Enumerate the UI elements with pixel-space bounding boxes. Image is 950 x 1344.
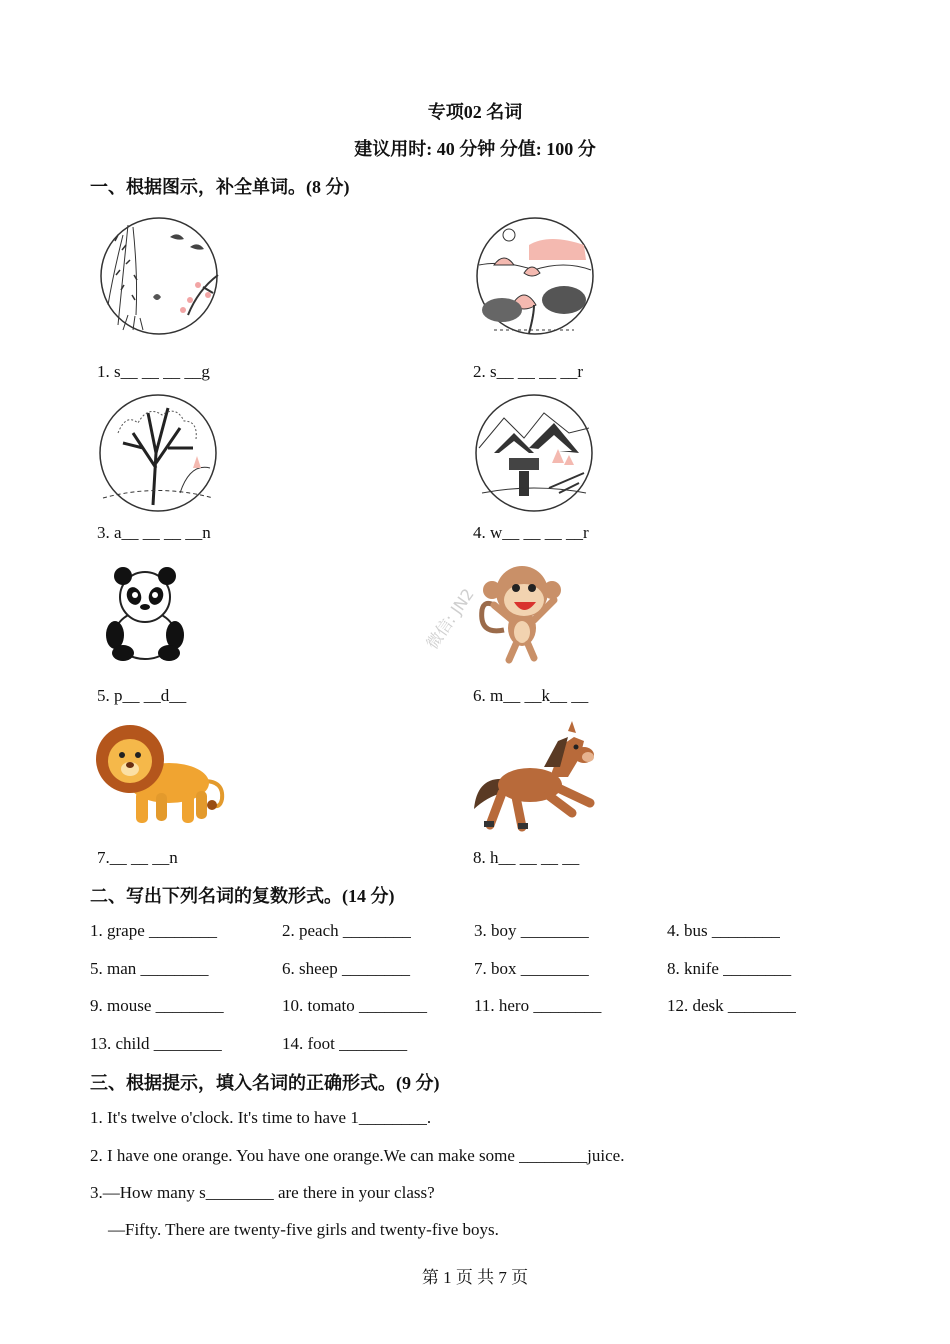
plural-item-6: 6. sheep ________ [282,959,410,978]
item-1-label: 1. s__ __ __ __g [97,362,210,381]
plural-item-14: 14. foot ________ [282,1034,408,1053]
plural-item-4: 4. bus ________ [667,921,780,940]
item-3-label: 3. a__ __ __ __n [97,523,211,542]
watermark: 微信: JN2 [422,584,478,653]
plural-item-5: 5. man ________ [90,959,209,978]
summer-scene-icon [474,215,596,337]
item-8-label: 8. h__ __ __ __ [473,848,580,867]
plural-item-13: 13. child ________ [90,1034,222,1053]
page-subtitle: 建议用时: 40 分钟 分值: 100 分 [354,139,596,159]
plural-item-10: 10. tomato ________ [282,996,427,1015]
horse-icon [472,717,602,833]
item-6-label: 6. m__ __k__ __ [473,686,589,705]
fill-line-4: —Fifty. There are twenty-five girls and twenty-five boys. [108,1220,499,1239]
fill-line-3: 3.—How many s________ are there in your class? [90,1183,435,1202]
monkey-icon [474,560,570,664]
plural-item-1: 1. grape ________ [90,921,218,940]
item-5-label: 5. p__ __d__ [97,686,187,705]
autumn-scene-icon [98,393,218,513]
plural-item-7: 7. box ________ [474,959,589,978]
item-2-label: 2. s__ __ __ __r [473,362,584,381]
page-footer: 第 1 页 共 7 页 [421,1268,529,1287]
plural-item-11: 11. hero ________ [474,996,602,1015]
item-7-label: 7.__ __ __n [97,848,178,867]
panda-icon [103,563,185,661]
item-4-label: 4. w__ __ __ __r [473,523,589,542]
plural-item-9: 9. mouse ________ [90,996,224,1015]
plural-item-3: 3. boy ________ [474,921,589,940]
winter-scene-icon [474,393,594,513]
section-2-heading: 二、写出下列名词的复数形式。(14 分) [90,886,395,906]
plural-item-8: 8. knife ________ [667,959,792,978]
lion-icon [94,721,232,829]
section-1-heading: 一、根据图示，补全单词。(8 分) [90,177,350,197]
plural-item-2: 2. peach ________ [282,921,411,940]
section-3-heading: 三、根据提示，填入名词的正确形式。(9 分) [90,1073,440,1093]
fill-line-2: 2. I have one orange. You have one orange.We can make some ________juice. [90,1146,625,1165]
page-title: 专项02 名词 [427,102,523,122]
spring-scene-icon [98,215,220,337]
plural-item-12: 12. desk ________ [667,996,796,1015]
fill-line-1: 1. It's twelve o'clock. It's time to have 1________. [90,1108,432,1127]
